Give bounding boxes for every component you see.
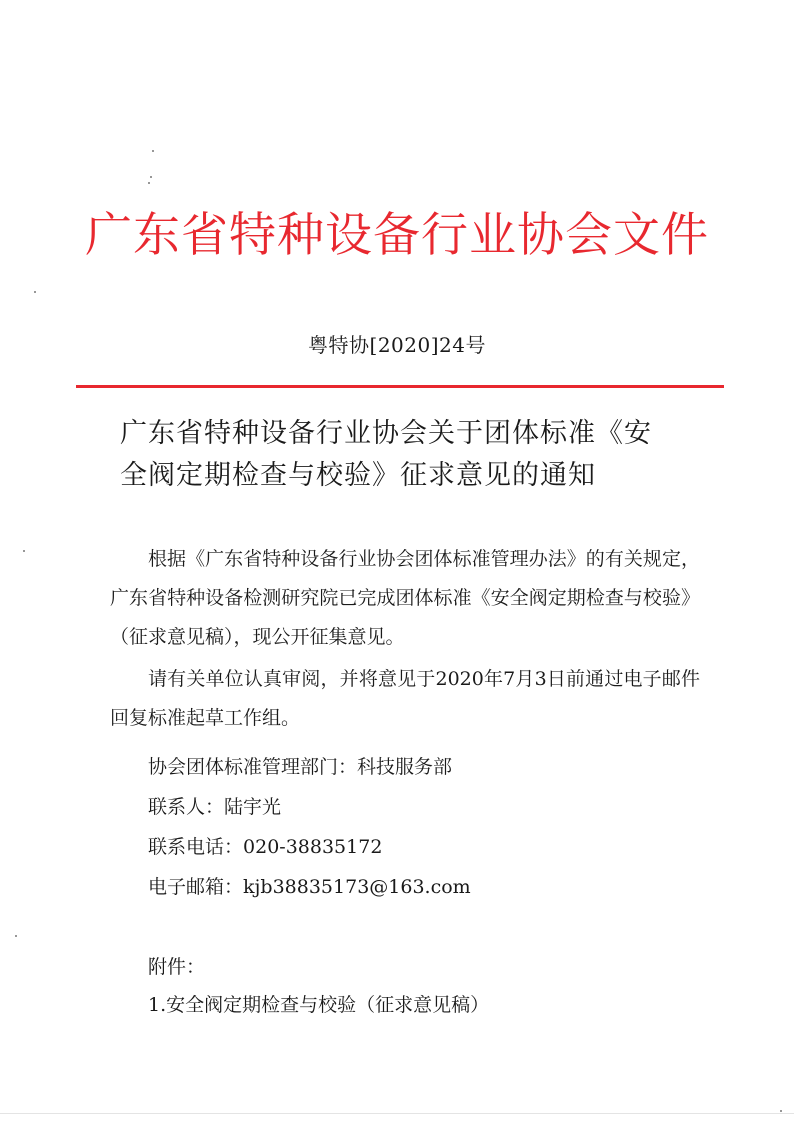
attachment-item-1: 1.安全阀定期检查与校验（征求意见稿） [148,994,490,1016]
masthead-title: 广东省特种设备行业协会文件 [85,208,709,263]
attachments-label: 附件： [148,956,206,978]
notice-body [110,540,700,741]
contact-email [148,872,471,902]
red-divider-line [76,385,724,388]
notice-title-line-1: 广东省特种设备行业协会关于团体标准《安 [120,418,652,449]
page-bottom-edge [0,1113,794,1114]
contact-email-label: 电子邮箱： [148,876,244,898]
contact-phone-value: 020-38835172 [243,836,383,858]
contact-phone-label: 联系电话： [148,836,244,858]
contact-department-value: 科技服务部 [357,756,453,778]
contact-email-value: kjb38835173@163.com [243,876,471,898]
body-paragraph-1: 根据《广东省特种设备行业协会团体标准管理办法》的有关规定，广东省特种设备检测研究院已完成团体标准《安全阀定期检查与校验》（征求意见稿），现公开征集意见。 [110,548,700,648]
notice-title-line-2: 全阀定期检查与校验》征求意见的通知 [120,460,596,491]
contact-phone [148,832,382,862]
notice-title [120,413,700,497]
contact-department [148,752,452,782]
contact-person-value: 陆宇光 [224,796,282,818]
document-number: 粤特协[2020]24号 [308,333,486,357]
contact-person [148,792,281,822]
contact-person-label: 联系人： [148,796,225,818]
body-paragraph-2: 请有关单位认真审阅，并将意见于2020年7月3日前通过电子邮件回复标准起草工作组。 [110,668,700,729]
contact-department-label: 协会团体标准管理部门： [148,756,358,778]
